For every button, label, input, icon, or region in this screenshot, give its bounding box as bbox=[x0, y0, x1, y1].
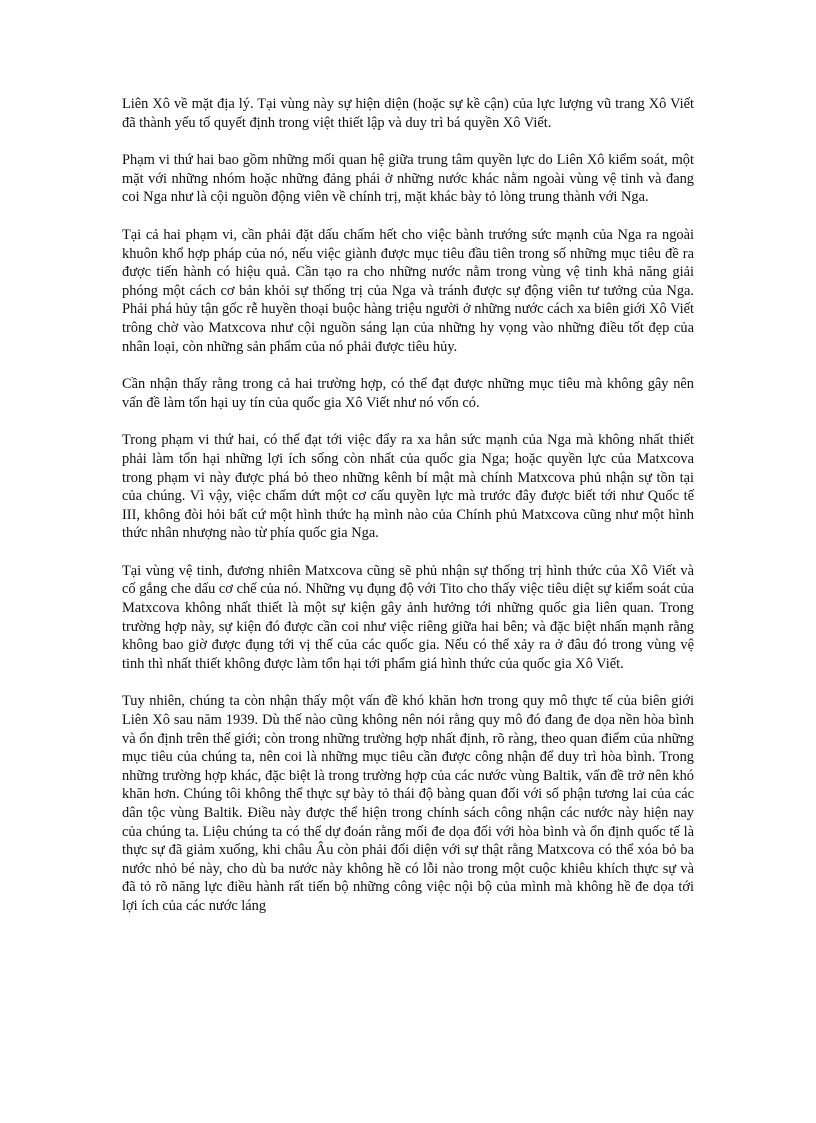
paragraph: Trong phạm vi thứ hai, có thể đạt tới việc đẩy ra xa hẳn sức mạnh của Nga mà không nhất thiết phải làm tổn hại những lợi ích sống còn nhất của quốc gia Nga; hoặc quyền lực của Matxcova trong phạm vi này được phá bỏ theo những kênh bí mật mà chính Matxcova phủ nhận sự tồn tại của chúng. Vì vậy, việc chấm dứt một cơ cấu quyền lực mà trước đây được biết tới như Quốc tế III, không đòi hỏi bất cứ một hình thức hạ mình nào của Chính phủ Matxcova cũng như một hình thức nhân nhượng nào từ phía quốc gia Nga. bbox=[122, 432, 694, 542]
paragraph: Liên Xô về mặt địa lý. Tại vùng này sự hiện diện (hoặc sự kề cận) của lực lượng vũ trang Xô Viết đã thành yếu tố quyết định trong việt thiết lập và duy trì bá quyền Xô Viết. bbox=[122, 96, 694, 131]
paragraph: Tại vùng vệ tinh, đương nhiên Matxcova cũng sẽ phủ nhận sự thống trị hình thức của Xô Viết và cố gắng che dấu cơ chế của nó. Những vụ đụng độ với Tito cho thấy việc tiêu diệt sự kiểm soát của Matxcova không nhất thiết là một sự kiện gây ảnh hưởng tới những quốc gia liên quan. Trong trường hợp này, sự kiện đó được cần coi như việc riêng giữa hai bên; và đặc biệt nhấn mạnh rằng không bao giờ được đụng tới vị thế của các quốc gia. Nếu có thể xảy ra ở đâu đó trong vùng vệ tinh thì nhất thiết không được làm tổn hại tới phẩm giá hình thức của quốc gia Xô Viết. bbox=[122, 562, 694, 672]
paragraph: Tại cả hai phạm vi, cần phải đặt dấu chấm hết cho việc bành trướng sức mạnh của Nga ra ngoài khuôn khổ hợp pháp của nó, nếu việc giành được mục tiêu đầu tiên trong số những mục tiêu đề ra được tiến hành có hiệu quả. Cần tạo ra cho những nước nằm trong vùng vệ tinh khả năng giải phóng một cách cơ bản khỏi sự thống trị của Nga và tránh được sự động viên tư tưởng của Nga. Phải phá hủy tận gốc rễ huyền thoại buộc hàng triệu người ở những nước cách xa biên giới Xô Viết trông chờ vào Matxcova như cội nguồn sáng lạn của những hy vọng vào những điều tốt đẹp của nhân loại, còn những sản phẩm của nó phải được tiêu hủy. bbox=[122, 226, 694, 355]
paragraph: Cần nhận thấy rằng trong cả hai trường hợp, có thể đạt được những mục tiêu mà không gây nên vấn đề làm tổn hại uy tín của quốc gia Xô Viết như nó vốn có. bbox=[122, 376, 694, 411]
paragraph: Tuy nhiên, chúng ta còn nhận thấy một vấn đề khó khăn hơn trong quy mô thực tế của biên giới Liên Xô sau năm 1939. Dù thế nào cũng không nên nói rằng quy mô đó đang đe dọa nền hòa bình và ổn định trên thế giới; còn trong những trường hợp nhất định, rõ ràng, theo quan điểm của những mục tiêu của chúng ta, nên coi là những mục tiêu cần được công nhận để duy trì hòa bình. Trong những trường hợp khác, đặc biệt là trong trường hợp của các nước vùng Baltik, vấn đề trở nên khó khăn hơn. Chúng tôi không thể thực sự bày tỏ thái độ bàng quan đối với số phận tương lai của các dân tộc vùng Baltik. Điều này được thể hiện trong chính sách công nhận các nước này hiện nay của chúng ta. Liệu chúng ta có thể dự đoán rằng mối đe dọa đối với hòa bình và ổn định quốc tế là thực sự đã giảm xuống, khi châu Âu còn phải đối diện với sự thật rằng Matxcova có thể xóa bỏ ba nước nhỏ bé này, cho dù ba nước này không hề có lỗi nào trong một cuộc khiêu khích thực sự và đã tỏ rõ năng lực điều hành rất tiến bộ những công việc nội bộ của mình mà không hề đe dọa tới lợi ích của các nước láng bbox=[122, 693, 694, 914]
paragraph: Phạm vi thứ hai bao gồm những mối quan hệ giữa trung tâm quyền lực do Liên Xô kiểm soát, một mặt với những nhóm hoặc những đảng phái ở những nước khác nằm ngoài vùng vệ tinh và đang coi Nga như là cội nguồn động viên về chính trị, mặt khác bày tỏ lòng trung thành với Nga. bbox=[122, 152, 694, 206]
document-page bbox=[122, 95, 694, 935]
